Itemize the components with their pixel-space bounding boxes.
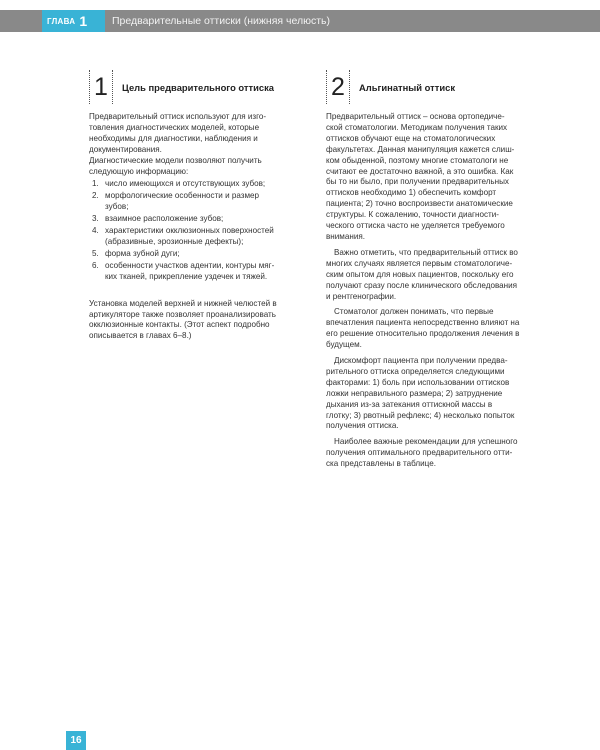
list-item bbox=[89, 191, 302, 213]
list-item bbox=[89, 226, 302, 248]
text-line: Диагностические модели позволяют получить bbox=[89, 155, 262, 165]
text-line: рительного оттиска определяется следующими bbox=[326, 366, 505, 376]
text-line: Установка моделей верхней и нижней челюстей в bbox=[89, 298, 277, 308]
text-line: взаимное расположение зубов; bbox=[105, 214, 224, 224]
section-1-heading bbox=[89, 70, 302, 104]
text-line: особенности участков адентии, контуры мяг- bbox=[105, 260, 275, 270]
list-item bbox=[89, 249, 302, 260]
text-line: ской стоматологии. Методикам получения таких bbox=[326, 122, 508, 132]
list-item-number: 4. bbox=[92, 226, 99, 236]
list-item bbox=[89, 261, 302, 283]
text-line: получения оттиска. bbox=[326, 421, 399, 431]
text-line: внимания. bbox=[326, 231, 365, 241]
paragraph bbox=[89, 156, 302, 178]
text-line: будущем. bbox=[326, 340, 362, 350]
text-line: товления диагностических моделей, которые bbox=[89, 122, 260, 132]
text-line: Важно отметить, что предварительный оттиск во bbox=[334, 247, 518, 257]
page-number: 16 bbox=[66, 731, 86, 750]
text-line: Дискомфорт пациента при получении предва- bbox=[334, 356, 508, 366]
text-line: пациента; 2) точно воспроизвести анатомические bbox=[326, 199, 513, 209]
text-line: факультетах. Данная манипуляция кажется слиш- bbox=[326, 144, 515, 154]
section-number-box: 1 bbox=[89, 70, 113, 104]
text-line: и рентгенографии. bbox=[326, 291, 397, 301]
text-line: следующую информацию: bbox=[89, 166, 189, 176]
text-line: впечатления пациента непосредственно влияют на bbox=[326, 318, 520, 328]
text-line: бы то ни было, при получении предварительных bbox=[326, 177, 509, 187]
chapter-number: 1 bbox=[79, 13, 88, 29]
text-line: считают ее достаточно важной, а это ошибка. Как bbox=[326, 166, 514, 176]
text-line: ска представлены в таблице. bbox=[326, 459, 436, 469]
list-item-number: 3. bbox=[92, 214, 99, 224]
text-line: ком обыденной, поэтому многие стоматологи не bbox=[326, 155, 509, 165]
text-line: его решение относительно продолжения лечения в bbox=[326, 329, 520, 339]
text-line: Предварительный оттиск используют для изго- bbox=[89, 112, 267, 121]
text-line: документирования. bbox=[89, 144, 162, 154]
text-line: оттисков обучают еще на стоматологических bbox=[326, 133, 496, 143]
text-line: многих случаях является первым стоматологиче- bbox=[326, 258, 513, 268]
section-1 bbox=[89, 70, 302, 342]
list-item-number: 2. bbox=[92, 191, 99, 201]
text-line: ких тканей, прикрепление уздечек и тяжей. bbox=[105, 271, 268, 281]
section-2 bbox=[326, 70, 537, 470]
text-line: ским опытом для новых пациентов, поскольку его bbox=[326, 269, 514, 279]
section-title: Альгинатный оттиск bbox=[359, 81, 456, 93]
text-line: число имеющихся и отсутствующих зубов; bbox=[105, 179, 266, 189]
text-line: глотку; 3) рвотный рефлекс; 4) несколько попыток bbox=[326, 410, 515, 420]
text-line: оттисков необходимо 1) обеспечить комфорт bbox=[326, 188, 497, 198]
text-line: Стоматолог должен понимать, что первые bbox=[334, 307, 494, 317]
running-header-title: Предварительные оттиски (нижняя челюсть) bbox=[112, 15, 330, 27]
text-line: Предварительный оттиск – основа ортопедиче- bbox=[326, 112, 505, 121]
text-line: Наиболее важные рекомендации для успешного bbox=[334, 437, 518, 447]
paragraph bbox=[326, 437, 537, 470]
text-line: ческого оттиска часто не уделяется требуемого bbox=[326, 221, 505, 231]
list-item bbox=[89, 214, 302, 225]
text-line: (абразивные, эрозионные дефекты); bbox=[105, 236, 244, 246]
text-line: морфологические особенности и размер bbox=[105, 191, 260, 201]
paragraph bbox=[326, 307, 537, 351]
paragraph bbox=[89, 299, 302, 343]
chapter-label: ГЛАВА bbox=[47, 16, 76, 26]
paragraph bbox=[326, 112, 537, 243]
text-line: зубов; bbox=[105, 202, 129, 212]
text-line: характеристики окклюзионных поверхностей bbox=[105, 226, 274, 236]
section-title: Цель предварительного оттиска bbox=[122, 81, 274, 93]
paragraph bbox=[326, 356, 537, 432]
text-line: описывается в главах 6–8.) bbox=[89, 331, 192, 341]
paragraph bbox=[326, 248, 537, 303]
list-item-number: 5. bbox=[92, 248, 99, 258]
paragraph bbox=[89, 112, 302, 156]
text-line: получают сразу после клинического обследования bbox=[326, 280, 518, 290]
section-2-heading bbox=[326, 70, 537, 104]
text-line: факторами: 1) боль при использовании оттисков bbox=[326, 377, 510, 387]
text-line: артикуляторе также позволяет проанализировать bbox=[89, 309, 276, 319]
text-line: необходимы для диагностики, наблюдения и bbox=[89, 133, 258, 143]
list-item-number: 6. bbox=[92, 260, 99, 270]
info-list bbox=[89, 179, 302, 282]
section-number-box: 2 bbox=[326, 70, 350, 104]
text-line: ложки неправильного размера; 2) затруднение bbox=[326, 388, 503, 398]
list-item-number: 1. bbox=[92, 179, 99, 189]
chapter-badge bbox=[42, 10, 105, 32]
text-line: окклюзионные контакты. (Этот аспект подробно bbox=[89, 320, 270, 330]
text-line: получения оптимального предварительного отти- bbox=[326, 448, 513, 458]
text-line: форма зубной дуги; bbox=[105, 248, 180, 258]
text-line: структуры. К сожалению, точности диагности- bbox=[326, 210, 499, 220]
list-item bbox=[89, 179, 302, 190]
text-line: дыхания из-за затекания оттискной массы в bbox=[326, 399, 493, 409]
